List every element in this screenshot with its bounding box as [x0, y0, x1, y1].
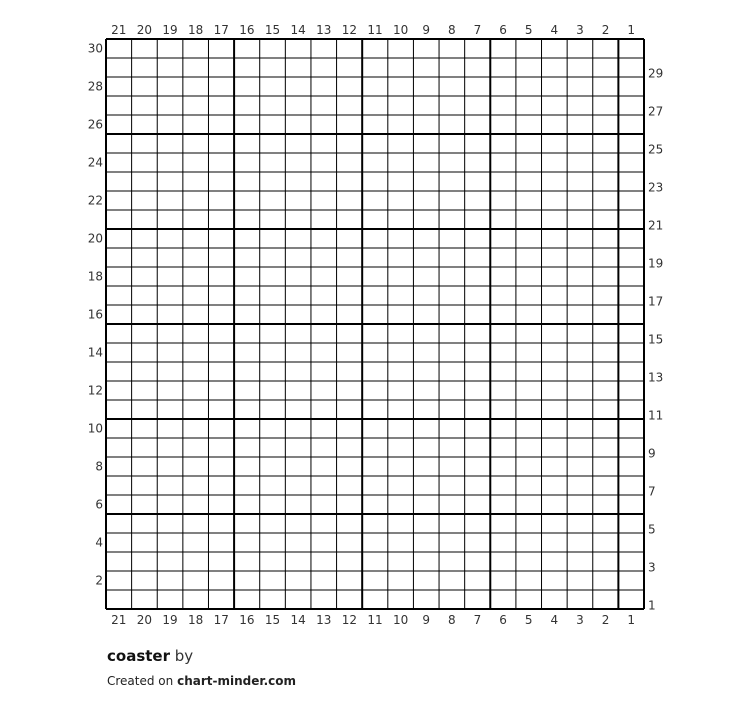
column-label-bottom: 15: [264, 613, 281, 627]
column-label-bottom: 2: [601, 613, 610, 627]
column-label-bottom: 9: [422, 613, 431, 627]
row-label-right: 3: [648, 560, 656, 575]
column-label-bottom: 1: [627, 613, 636, 627]
row-label-left: 6: [95, 497, 103, 512]
column-label-bottom: 17: [213, 613, 229, 627]
column-label-bottom: 10: [392, 613, 409, 627]
column-label-top: 14: [290, 23, 306, 37]
row-label-left: 8: [95, 459, 103, 474]
row-label-left: 22: [87, 193, 103, 208]
row-label-left: 26: [87, 117, 103, 132]
column-label-bottom: 12: [341, 613, 358, 627]
row-label-left: 20: [87, 231, 103, 246]
column-label-top: 15: [264, 23, 281, 37]
row-label-right: 27: [648, 104, 664, 119]
column-label-bottom: 8: [448, 613, 456, 627]
row-label-right: 25: [648, 142, 664, 157]
column-label-bottom: 21: [111, 613, 127, 627]
chart-title: [107, 647, 193, 665]
column-label-bottom: 3: [576, 613, 584, 627]
column-label-top: 1: [627, 23, 636, 37]
row-label-left: 16: [87, 307, 103, 322]
column-label-top: 16: [239, 23, 255, 37]
row-label-left: 2: [95, 573, 103, 588]
row-label-right: 23: [648, 180, 664, 195]
column-label-bottom: 20: [136, 613, 153, 627]
column-label-top: 9: [422, 23, 431, 37]
row-label-right: 1: [648, 598, 656, 613]
column-label-top: 21: [111, 23, 127, 37]
column-label-top: 7: [473, 23, 482, 37]
row-label-left: 30: [87, 41, 103, 56]
column-label-bottom: 5: [524, 613, 533, 627]
chart-title-by: by: [174, 647, 194, 665]
row-label-left: 10: [87, 421, 103, 436]
credit-site-link[interactable]: chart-minder.com: [177, 674, 296, 688]
column-label-bottom: 19: [162, 613, 178, 627]
column-label-top: 13: [316, 23, 332, 37]
column-label-bottom: 16: [239, 613, 255, 627]
column-label-top: 11: [367, 23, 383, 37]
row-label-right: 29: [648, 66, 664, 81]
column-label-bottom: 4: [550, 613, 559, 627]
row-label-right: 19: [648, 256, 664, 271]
row-label-right: 15: [648, 332, 664, 347]
column-label-bottom: 11: [367, 613, 383, 627]
row-label-left: 12: [87, 383, 103, 398]
row-label-right: 9: [648, 446, 656, 461]
row-label-right: 21: [648, 218, 664, 233]
column-label-top: 10: [392, 23, 409, 37]
column-label-bottom: 18: [188, 613, 204, 627]
column-label-bottom: 13: [316, 613, 332, 627]
column-label-bottom: 14: [290, 613, 306, 627]
column-label-bottom: 6: [499, 613, 507, 627]
row-label-right: 11: [648, 408, 664, 423]
chart-title-name: coaster: [107, 647, 170, 665]
column-label-top: 2: [601, 23, 610, 37]
column-label-top: 3: [576, 23, 584, 37]
credit-prefix: Created on: [107, 674, 174, 688]
row-label-left: 28: [87, 79, 103, 94]
row-label-right: 17: [648, 294, 664, 309]
column-label-top: 6: [499, 23, 507, 37]
row-label-left: 24: [87, 155, 103, 170]
column-label-top: 4: [550, 23, 559, 37]
row-label-right: 13: [648, 370, 664, 385]
column-label-top: 12: [341, 23, 358, 37]
column-label-top: 17: [213, 23, 229, 37]
column-label-bottom: 7: [473, 613, 482, 627]
row-label-right: 7: [648, 484, 656, 499]
row-label-left: 4: [95, 535, 103, 550]
column-label-top: 8: [448, 23, 456, 37]
column-label-top: 20: [136, 23, 153, 37]
created-on-credit: [107, 674, 296, 688]
row-label-right: 5: [648, 522, 656, 537]
column-label-top: 19: [162, 23, 178, 37]
column-label-top: 5: [524, 23, 533, 37]
column-label-top: 18: [188, 23, 204, 37]
row-label-left: 14: [87, 345, 103, 360]
row-label-left: 18: [87, 269, 103, 284]
